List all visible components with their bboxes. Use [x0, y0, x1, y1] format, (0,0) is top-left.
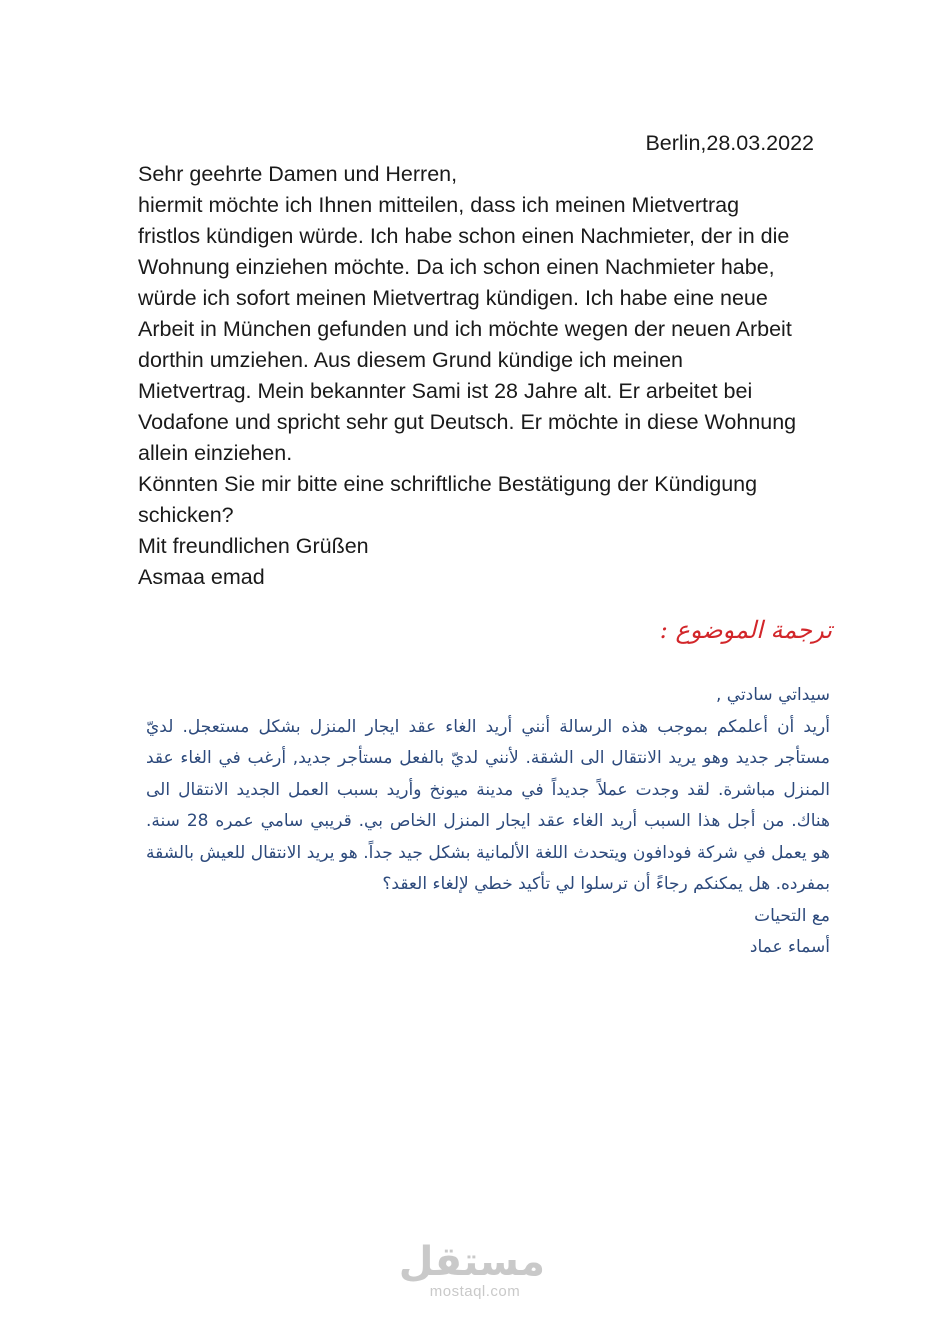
- watermark-url: mostaql.com: [429, 1283, 521, 1300]
- letter-signature: Asmaa emad: [138, 565, 265, 589]
- letter-body-line: Wohnung einziehen möchte. Da ich schon einen Nachmieter habe,: [138, 255, 775, 279]
- translation-heading: ترجمة الموضوع :: [659, 616, 832, 644]
- translation-body-line: هو يعمل في شركة فودافون ويتحدث اللغة الألمانية بشكل جيد جداً. هو يريد الانتقال للعيش بالشقة: [146, 842, 830, 863]
- letter-body-line: fristlos kündigen würde. Ich habe schon einen Nachmieter, der in die: [138, 224, 790, 248]
- letter-request-line: Könnten Sie mir bitte eine schriftliche Bestätigung der Kündigung: [138, 472, 758, 496]
- german-letter: [138, 128, 838, 593]
- translation-body-line: أريد أن أعلمكم بموجب هذه الرسالة أنني أريد الغاء عقد ايجار المنزل بشكل مستعجل. لديّ: [146, 716, 830, 737]
- arabic-translation: [146, 680, 830, 964]
- letter-salutation: Sehr geehrte Damen und Herren,: [138, 162, 458, 186]
- letter-body-line: Arbeit in München gefunden und ich möchte wegen der neuen Arbeit: [138, 317, 792, 341]
- letter-body-line: allein einziehen.: [138, 441, 293, 465]
- letter-request-line: schicken?: [138, 503, 234, 527]
- translation-signature: أسماء عماد: [749, 937, 830, 957]
- letter-body-line: Vodafone und spricht sehr gut Deutsch. Er möchte in diese Wohnung: [138, 410, 797, 434]
- translation-body-line: مستأجر جديد وهو يريد الانتقال الى الشقة. لأنني لديّ بالفعل مستأجر جديد, أرغب في الغاء عقد: [146, 748, 830, 768]
- mostaql-watermark: [398, 1239, 545, 1300]
- letter-body-line: hiermit möchte ich Ihnen mitteilen, dass ich meinen Mietvertrag: [138, 193, 740, 217]
- letter-date: Berlin,28.03.2022: [645, 131, 814, 155]
- translation-salutation: سيداتي سادتي ,: [715, 685, 830, 705]
- translation-closing: مع التحيات: [754, 905, 830, 926]
- letter-body-line: Mietvertrag. Mein bekannter Sami ist 28 Jahre alt. Er arbeitet bei: [138, 379, 753, 403]
- letter-body-line: dorthin umziehen. Aus diesem Grund kündige ich meinen: [138, 348, 683, 372]
- translation-body-line: المنزل مباشرة. لقد وجدت عملاً جديداً في مدينة ميونخ وأريد بسبب العمل الجديد الانتقال الى: [146, 779, 830, 800]
- translation-body-line: بمفرده. هل يمكنكم رجاءً أن ترسلوا لي تأكيد خطي لإلغاء العقد؟: [382, 874, 830, 894]
- translation-body-line: هناك. من أجل هذا السبب أريد الغاء عقد ايجار المنزل الخاص بي. قريبي سامي عمره 28 سنة.: [146, 811, 830, 831]
- letter-closing: Mit freundlichen Grüßen: [138, 534, 369, 558]
- watermark-logo-text: مستقل: [398, 1239, 545, 1285]
- letter-body-line: würde ich sofort meinen Mietvertrag kündigen. Ich habe eine neue: [138, 286, 768, 310]
